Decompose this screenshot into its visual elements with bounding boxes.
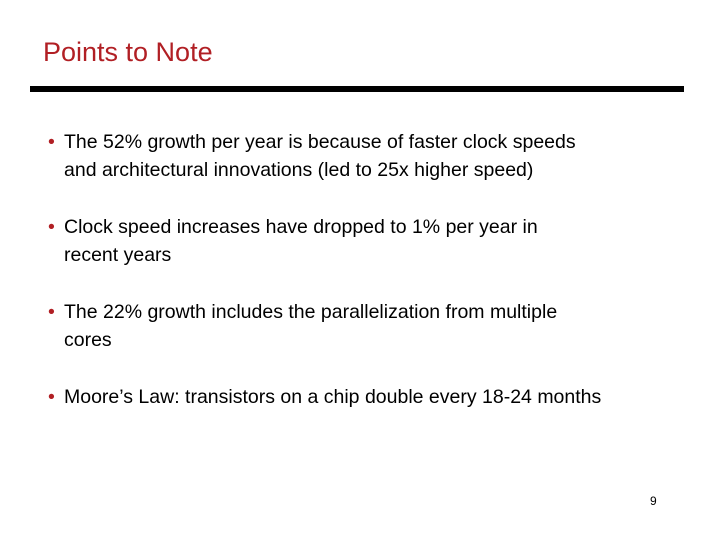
bullet-text-line: The 52% growth per year is because of faster clock speeds — [64, 131, 576, 153]
slide-title: Points to Note — [43, 37, 213, 67]
bullet-marker: • — [48, 216, 55, 238]
bullet-item — [48, 128, 698, 184]
bullet-item — [48, 298, 698, 354]
bullet-marker: • — [48, 131, 55, 153]
title-divider — [30, 86, 684, 92]
bullet-text-line: and architectural innovations (led to 25x higher speed) — [64, 159, 534, 181]
bullet-list — [48, 128, 698, 411]
bullet-text-line: recent years — [64, 244, 172, 266]
slide-number: 9 — [650, 494, 657, 508]
bullet-text-line: cores — [64, 329, 112, 351]
bullet-marker: • — [48, 386, 55, 408]
bullet-text-line: Clock speed increases have dropped to 1% per year in — [64, 216, 538, 238]
bullet-item — [48, 383, 698, 411]
bullet-text-line: Moore’s Law: transistors on a chip double every 18-24 months — [64, 386, 602, 408]
bullet-text-line: The 22% growth includes the parallelization from multiple — [64, 301, 558, 323]
bullet-marker: • — [48, 301, 55, 323]
bullet-item — [48, 213, 698, 269]
